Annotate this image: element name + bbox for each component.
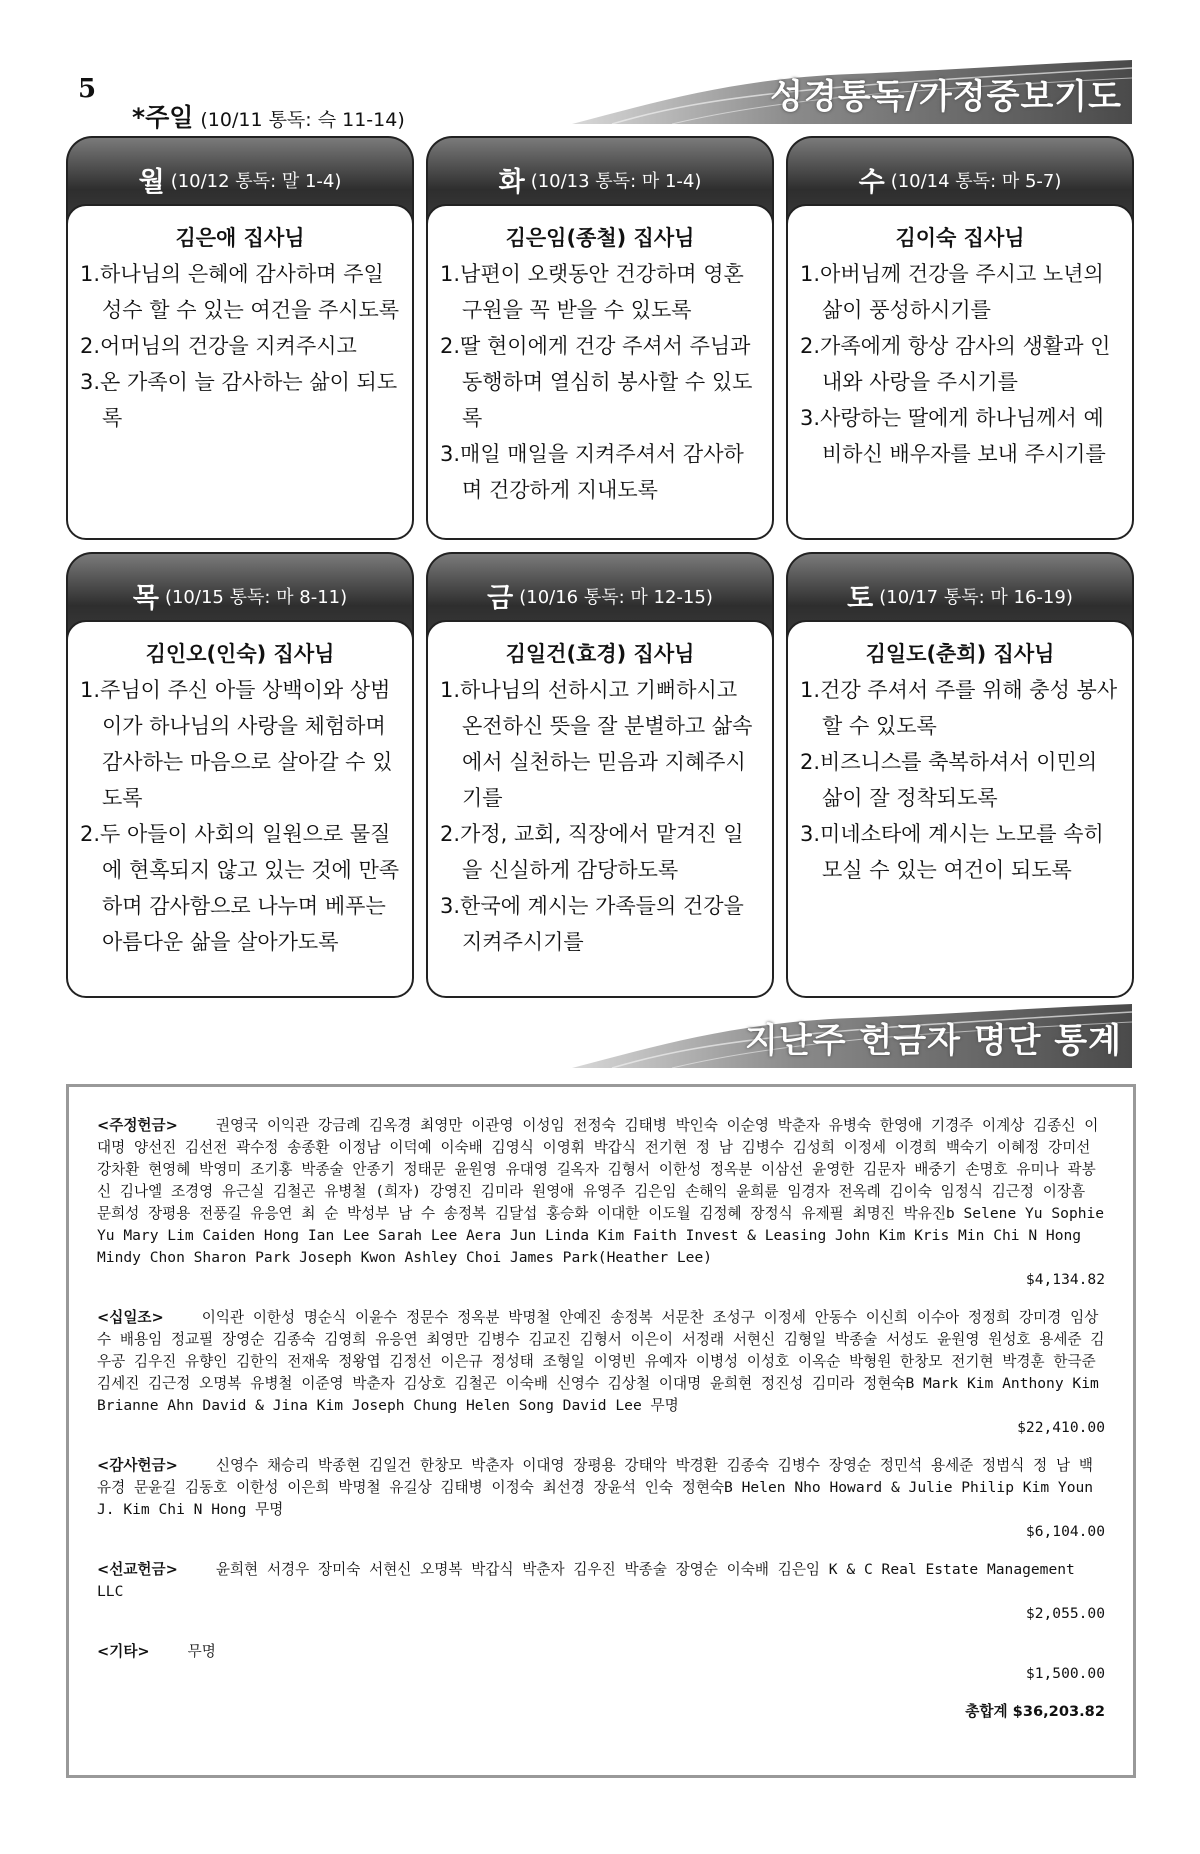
card-name: 김은임(종철) 집사님 xyxy=(505,226,695,250)
donation-list xyxy=(66,1084,1136,1778)
donation-label: <감사헌금> xyxy=(97,1457,178,1474)
donations-title: 지난주 헌금자 명단 통계 xyxy=(745,1021,1122,1061)
card-range: (10/12 통독: 말 1-4) xyxy=(170,170,342,192)
prayer-card-wed xyxy=(786,136,1134,466)
donor-names: 권영국 이익관 강금례 김옥경 최영만 이관영 이성임 전정숙 김태병 박인숙 이순영 박춘자 유병숙 한영애 기경주 이계상 김종신 이대명 양선진 김선전 곽수정 송종환 이정남 이덕예 이숙배 김영식 이영휘 박갑식 전기현 정 남 김병수 김성희 이정세 이경희 백숙기 이혜정 강미선 강차환 현영혜 박영미 조기홍 박종술 안종기 정태문 윤원영 유대영 길옥자 김형서 이한성 정옥분 이삼선 윤영한 김문자 배중기 손명호 유미나 곽봉신 김나엘 조경영 유근실 김철곤 유병철 (희자) 강영진 김미라 원영애 유영주 김은임 손해익 윤희륜 임경자 전옥례 김이숙 임정식 김근정 이장흠 문희성 장평용 전풍길 유응연 최 순 박성부 남 수 송정복 김달섭 홍승화 이대한 이도월 김정혜 장정식 유제필 최명진 박유진b Selene Yu Sophie Yu Mary Lim Caiden Hong Ian Lee Sarah Lee Aera Jun Linda Kim Faith Invest & Leasing John Kim Kris Min Chi N Hong Mindy Chon Sharon Park Joseph Kwon Ashley Choi James Park(Heather Lee) xyxy=(97,1117,1105,1266)
page-number: 5 xyxy=(78,74,97,104)
donation-amount: $22,410.00 xyxy=(1017,1419,1105,1436)
sunday-reading xyxy=(132,98,405,134)
card-name: 김은애 집사님 xyxy=(175,226,305,250)
card-name: 김일도(춘희) 집사님 xyxy=(865,642,1055,666)
prayer-card-mon xyxy=(66,136,414,430)
card-day: 화 xyxy=(498,167,525,198)
card-range: (10/17 통독: 마 16-19) xyxy=(879,586,1073,608)
card-item: 2.가정, 교회, 직장에서 맡겨진 일을 신실하게 감당하도록 xyxy=(440,822,744,882)
card-item: 3.온 가족이 늘 감사하는 삶이 되도록 xyxy=(80,370,398,430)
donor-names: 이익관 이한성 명순식 이윤수 정문수 정옥분 박명철 안예진 송정복 서문찬 조성구 이정세 안동수 이신희 이수아 정정희 강미경 임상수 배용임 정교필 장영순 김종숙 김영희 유응연 최영만 김병수 김교진 김형서 이은이 서정래 서현신 김형일 박종술 서성도 윤원영 원성호 용세준 김우공 김우진 유향인 김한익 전재욱 정왕엽 김정선 이은규 정성태 조형일 이영빈 유예자 이병성 이성호 이옥순 박형원 한창모 전기현 박경훈 한극준 김세진 김근정 오명복 유병철 이준영 박춘자 김상호 김철곤 이숙배 신영수 김상철 이대명 윤희현 정진성 김미라 정현숙B Mark Kim Anthony Kim Brianne Ahn David & Jina Kim Joseph Chung Helen Song David Lee 무명 xyxy=(97,1309,1105,1414)
card-range: (10/14 통독: 마 5-7) xyxy=(890,170,1062,192)
card-name: 김이숙 집사님 xyxy=(895,226,1025,250)
card-day: 월 xyxy=(138,167,165,198)
card-name: 김일건(효경) 집사님 xyxy=(505,642,695,666)
donation-label: <기타> xyxy=(97,1643,150,1660)
card-item: 1.하나님의 은혜에 감사하며 주일성수 할 수 있는 여건을 주시도록 xyxy=(80,262,400,322)
grand-total: 총합계 $36,203.82 xyxy=(965,1703,1105,1720)
donation-label: <주정헌금> xyxy=(97,1117,178,1134)
donor-names: 신영수 채승리 박종현 김일건 한창모 박춘자 이대영 장평용 강태악 박경환 김종숙 김병수 장영순 정민석 용세준 정범식 정 남 백유경 문윤길 김동호 이한성 이은희 박명철 유길상 김태병 이정숙 최선경 장윤석 인숙 정현숙B Helen Nho Howard & Julie Philip Kim Youn J. Kim Chi N Hong 무명 xyxy=(97,1457,1094,1518)
card-item: 2.어머님의 건강을 지켜주시고 xyxy=(80,334,357,358)
card-day: 수 xyxy=(858,167,885,198)
card-name: 김인오(인숙) 집사님 xyxy=(145,642,335,666)
card-day: 금 xyxy=(487,583,514,614)
donation-amount: $4,134.82 xyxy=(1025,1271,1105,1288)
donor-names: 윤희현 서경우 장미숙 서현신 오명복 박갑식 박춘자 김우진 박종술 장영순 이숙배 김은임 K & C Real Estate Management LLC xyxy=(97,1561,1075,1600)
donation-section-weekly xyxy=(97,1115,1105,1291)
card-day: 토 xyxy=(847,583,874,614)
card-item: 1.하나님의 선하시고 기뻐하시고 온전하신 뜻을 잘 분별하고 삶속에서 실천하는 믿음과 지혜주시기를 xyxy=(440,678,753,810)
section-title: 성경통독/가정중보기도 xyxy=(770,77,1122,117)
card-item: 1.남편이 오랫동안 건강하며 영혼구원을 꼭 받을 수 있도록 xyxy=(440,262,744,322)
card-item: 1.주님이 주신 아들 상백이와 상범이가 하나님의 사랑을 체험하며 감사하는 마음으로 살아갈 수 있도록 xyxy=(80,678,393,810)
prayer-card-sat xyxy=(786,552,1134,882)
card-item: 1.아버님께 건강을 주시고 노년의 삶이 풍성하시기를 xyxy=(800,262,1104,322)
card-item: 3.사랑하는 딸에게 하나님께서 예비하신 배우자를 보내 주시기를 xyxy=(800,406,1106,466)
card-item: 1.건강 주셔서 주를 위해 충성 봉사 할 수 있도록 xyxy=(800,678,1118,738)
card-body xyxy=(426,620,774,998)
donation-amount: $2,055.00 xyxy=(1025,1605,1105,1622)
donation-amount: $6,104.00 xyxy=(1025,1523,1105,1540)
donor-names: 무명 xyxy=(187,1643,216,1660)
card-item: 3.한국에 계시는 가족들의 건강을 지켜주시기를 xyxy=(440,894,744,954)
card-body xyxy=(786,204,1134,540)
prayer-card-thu xyxy=(66,552,414,954)
card-body xyxy=(66,204,414,540)
card-range: (10/13 통독: 마 1-4) xyxy=(530,170,702,192)
sunday-range: (10/11 통독: 슥 11-14) xyxy=(200,109,405,131)
card-body xyxy=(786,620,1134,998)
card-item: 2.가족에게 항상 감사의 생활과 인내와 사랑을 주시기를 xyxy=(800,334,1111,394)
sunday-day: *주일 xyxy=(132,103,194,132)
section-banner-reading xyxy=(572,60,1132,124)
prayer-card-fri xyxy=(426,552,774,954)
donation-section-mission xyxy=(97,1559,1105,1625)
donation-section-thanks xyxy=(97,1455,1105,1543)
card-item: 3.미네소타에 계시는 노모를 속히 모실 수 있는 여건이 되도록 xyxy=(800,822,1104,882)
donation-label: <선교헌금> xyxy=(97,1561,178,1578)
section-banner-donations xyxy=(572,1004,1132,1068)
card-day: 목 xyxy=(132,583,159,614)
donation-amount: $1,500.00 xyxy=(1025,1665,1105,1682)
card-body xyxy=(426,204,774,540)
card-range: (10/15 통독: 마 8-11) xyxy=(164,586,348,608)
prayer-card-tue xyxy=(426,136,774,502)
card-item: 2.딸 현이에게 건강 주셔서 주님과 동행하며 열심히 봉사할 수 있도록 xyxy=(440,334,753,430)
card-item: 2.비즈니스를 축복하셔서 이민의 삶이 잘 정착되도록 xyxy=(800,750,1098,810)
donation-section-other xyxy=(97,1641,1105,1685)
card-range: (10/16 통독: 마 12-15) xyxy=(519,586,713,608)
donation-section-tithe xyxy=(97,1307,1105,1439)
card-body xyxy=(66,620,414,998)
donation-label: <십일조> xyxy=(97,1309,164,1326)
card-item: 3.매일 매일을 지켜주셔서 감사하며 건강하게 지내도록 xyxy=(440,442,744,502)
card-item: 2.두 아들이 사회의 일원으로 물질에 현혹되지 않고 있는 것에 만족하며 감사함으로 나누며 베푸는 아름다운 삶을 살아가도록 xyxy=(80,822,400,954)
